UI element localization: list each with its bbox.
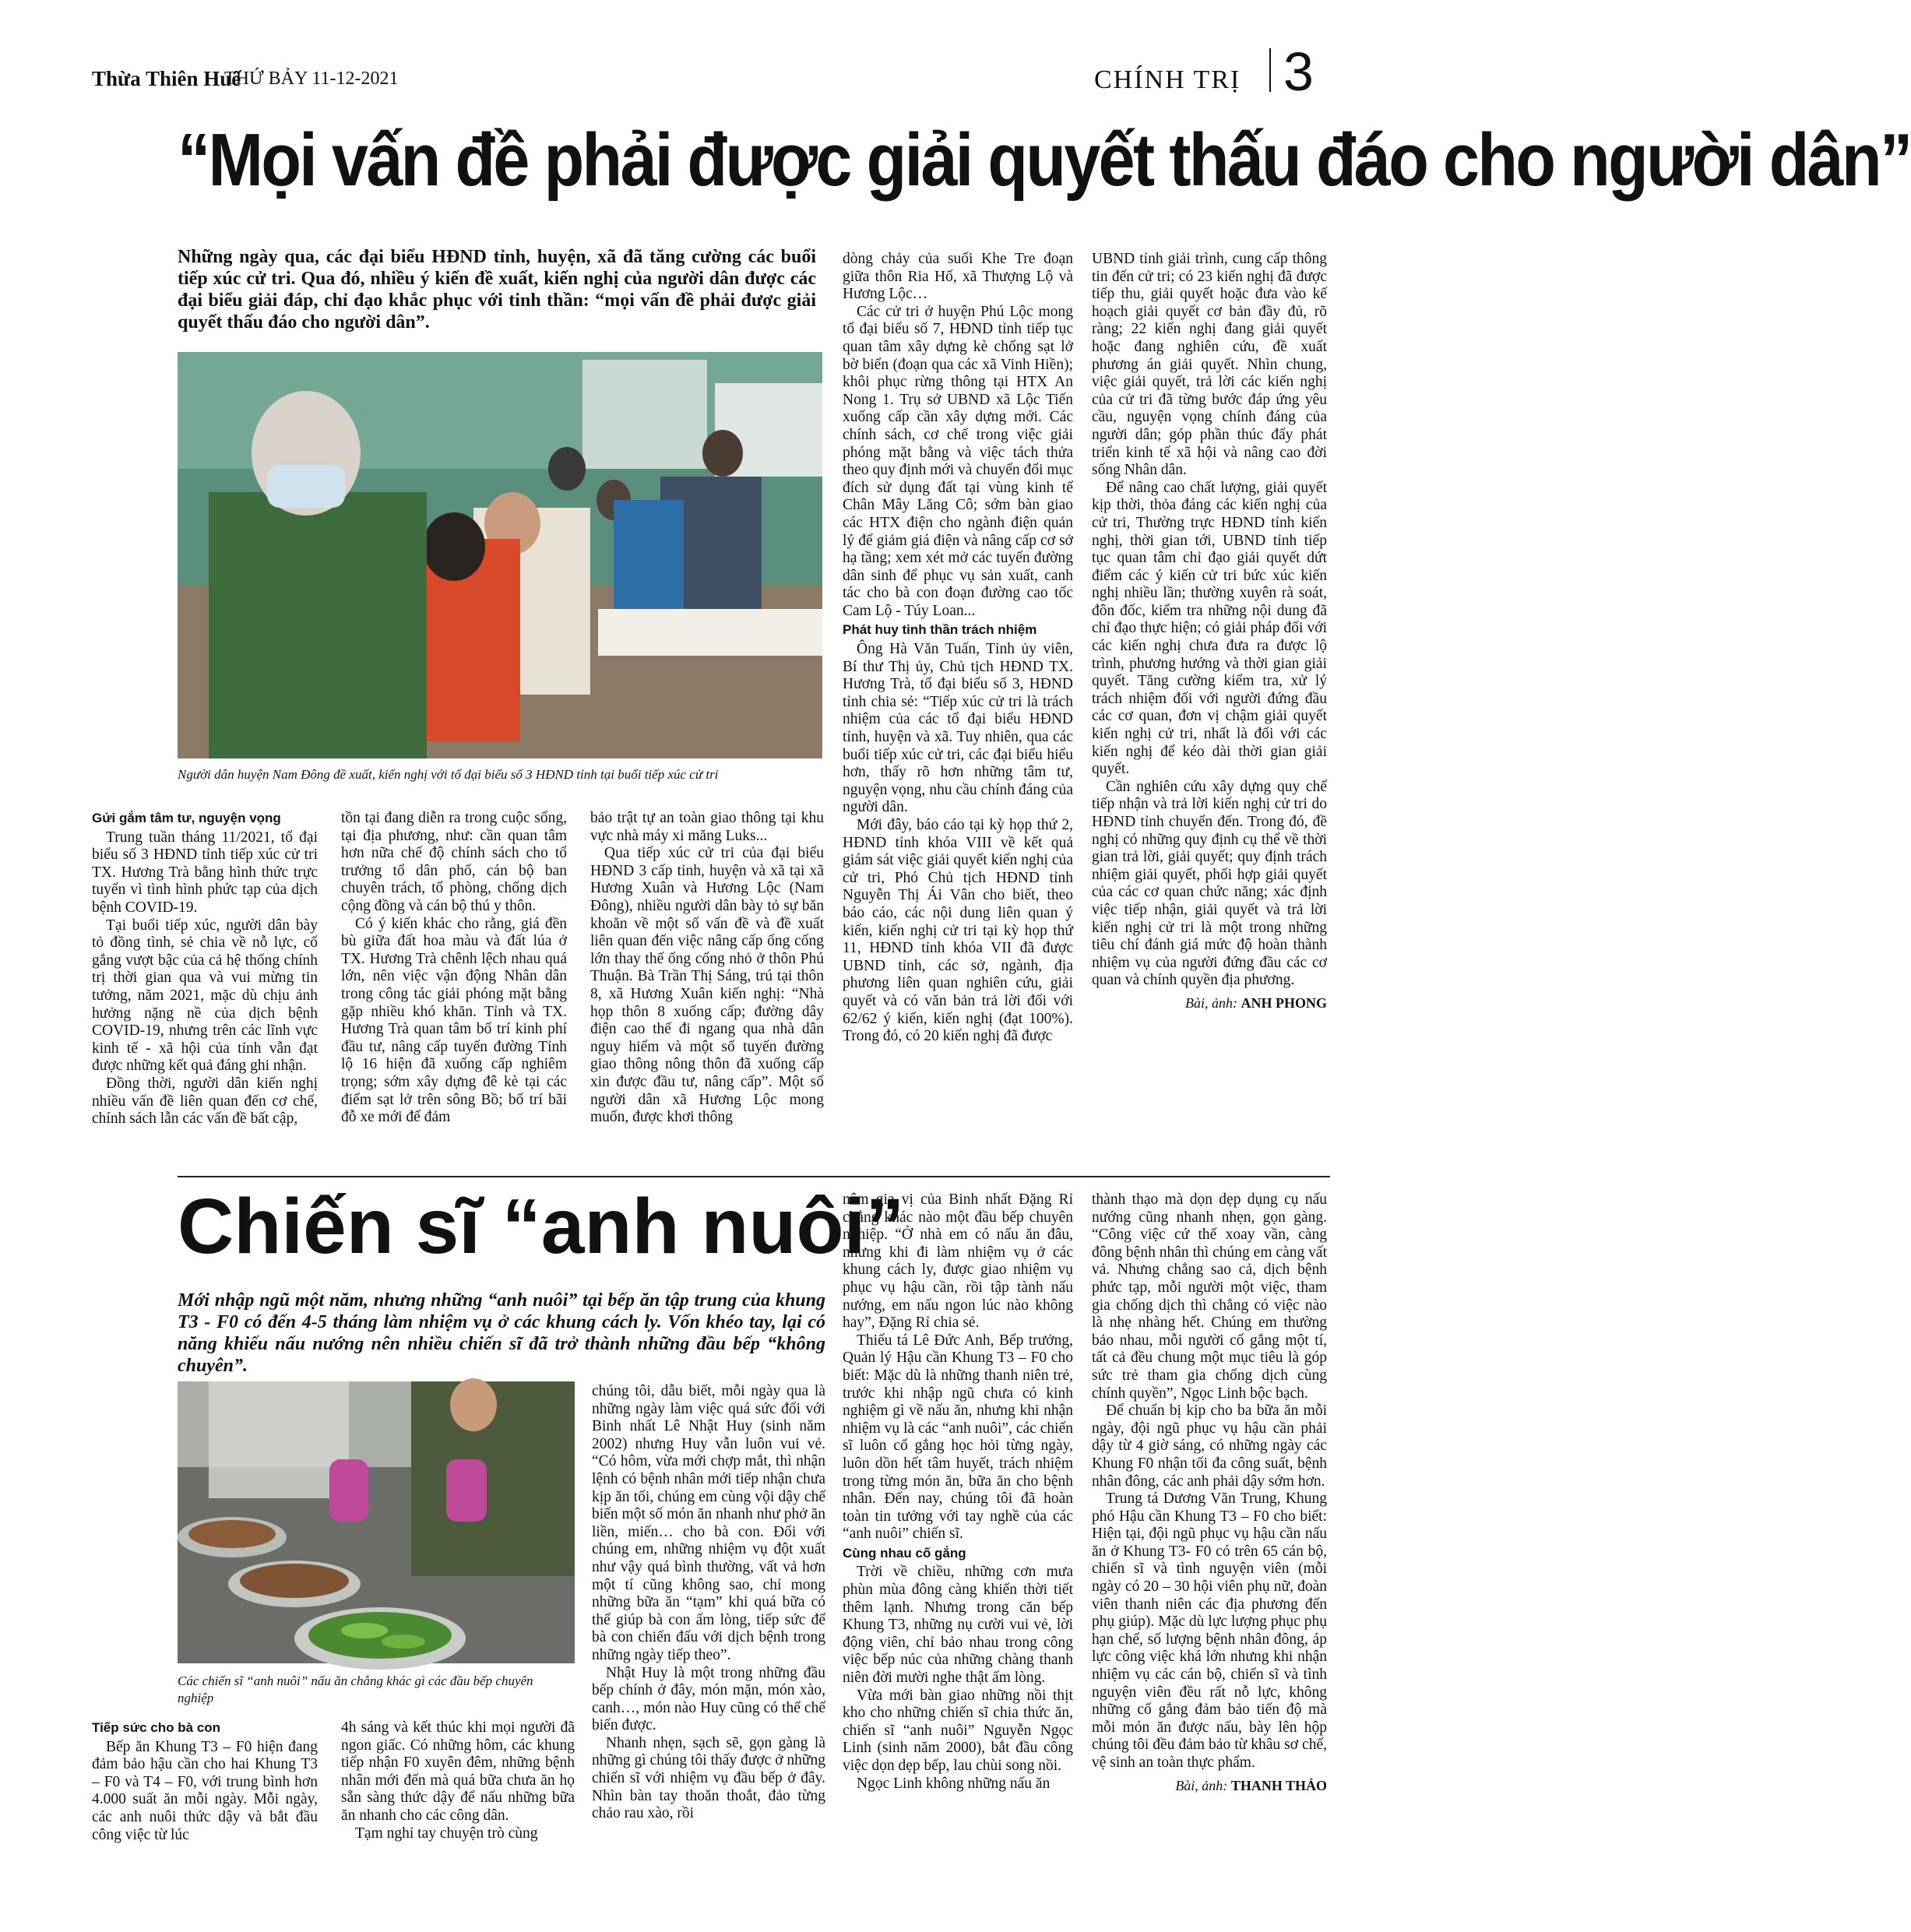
paragraph: bảo trật tự an toàn giao thông tại khu vực nhà máy xi măng Luks... xyxy=(590,810,824,844)
paragraph: Ngọc Linh không những nấu ăn xyxy=(857,1775,1051,1792)
paragraph: Mới đây, báo cáo tại kỳ họp thứ 2, HĐND tỉnh khóa VIII về kết quả giám sát việc giải quyết kiến nghị của cử tri, Phó Chủ tịch HĐND tỉnh Nguyễn Thị Ái Vân cho biết, theo báo cáo, các nội dung liên quan ý kiến, kiến nghị cử tri tại kỳ họp thứ 11, HĐND tỉnh khóa VII đã được UBND tỉnh, các sở, ngành, địa phương liên quan nghiên cứu, giải quyết và có văn bản trả lời đối với 62/62 ý kiến, kiến nghị (đạt 100%). Trong đó, có 20 kiến nghị đã được xyxy=(843,817,1073,1045)
paragraph: Trung tuần tháng 11/2021, tổ đại biểu số 3 HĐND tỉnh tiếp xúc cử tri TX. Hương Trà bằng hình thức trực tuyến vì tình hình phức tạp của dịch bệnh COVID-19. xyxy=(92,829,318,916)
article1-lead: Những ngày qua, các đại biểu HĐND tỉnh, huyện, xã đã tăng cường các buổi tiếp xúc cử tri. Qua đó, nhiều ý kiến đề xuất, kiến nghị của người dân được các đại biểu giải đáp, chỉ đạo khắc phục với tinh thần: “mọi vấn đề phải được giải quyết thấu đáo cho người dân”. xyxy=(178,247,816,333)
paragraph: Cần nghiên cứu xây dựng quy chế tiếp nhận và trả lời kiến nghị cử tri do HĐND tỉnh chuyển đến. Trong đó, đề nghị có những quy định cụ thể về thời gian trả lời, giải quyết; quy định trách nhiệm giải quyết, phối hợp giải quyết của các cơ quan chức năng; xác định việc tiếp nhận, giải quyết và trả lời kiến nghị cử tri là một trong những tiêu chí đánh giá mức độ hoàn thành nhiệm vụ của người đứng đầu các cơ quan và chính quyền địa phương. xyxy=(1092,778,1327,989)
byline-label: Bài, ảnh: xyxy=(1185,994,1237,1011)
article1-column-2 xyxy=(341,810,567,1127)
article-divider xyxy=(178,1176,1330,1177)
paragraph: Có ý kiến khác cho rằng, giá đền bù giữa đất hoa màu và đất lúa ở TX. Hương Trà chênh lệch nhau quá lớn, nên việc vận động Nhân dân trong công tác giải phóng mặt bằng gặp nhiều khó khăn. Tỉnh và TX. Hương Trà quan tâm bố trí kinh phí đầu tư, nâng cấp tuyến đường Tỉnh lộ 16 hiện đã xuống cấp nghiêm trọng; sớm xây dựng đê kè tại các điểm sạt lở trên sông Bồ; bố trí bãi đỗ xe mới để đảm xyxy=(341,915,567,1126)
article1-subhead-2: Phát huy tinh thần trách nhiệm xyxy=(843,622,1037,638)
article1-column-3 xyxy=(590,810,824,1127)
article2-column-2 xyxy=(341,1719,575,1842)
article2-column-4 xyxy=(843,1191,1073,1793)
article2-column-3 xyxy=(592,1383,825,1823)
byline-author: THANH THẢO xyxy=(1230,1777,1327,1793)
paragraph: UBND tỉnh giải trình, cung cấp thông tin đến cử tri; có 23 kiến nghị đã được tiếp thu, giải quyết hoặc đưa vào kế hoạch giải quyết cơ bản đầy đủ, rõ ràng; 22 kiến nghị đang giải quyết hoặc đang nghiên cứu, đề xuất phương án giải quyết. Nhìn chung, việc giải quyết, trả lời các kiến nghị của cử tri đã từng bước đáp ứng yêu cầu, nguyện vọng chính đáng của người dân; góp phần thúc đẩy phát triển kinh tế xã hội và nâng cao đời sống Nhân dân. xyxy=(1092,251,1327,479)
article1-column-4 xyxy=(843,251,1073,1046)
article1-photo xyxy=(178,352,822,758)
paragraph: Nhanh nhẹn, sạch sẽ, gọn gàng là những gì chúng tôi thấy được ở những chiến sĩ với nhiệm vụ đầu bếp ở đây. Nhìn bàn tay thoăn thoắt, đảo từng chảo rau xào, rồi xyxy=(592,1734,825,1822)
paragraph: Bếp ăn Khung T3 – F0 hiện đang đảm bảo hậu cần cho hai Khung T3 – F0 và T4 – F0, với trung bình hơn 4.000 suất ăn mỗi ngày. Mỗi ngày, các anh nuôi thức dậy và bắt đầu công việc từ lúc xyxy=(92,1738,318,1843)
paragraph: dòng chảy của suối Khe Tre đoạn giữa thôn Ria Hố, xã Thượng Lộ và Hương Lộc… xyxy=(843,251,1073,303)
voters-meeting-illustration xyxy=(178,352,822,758)
paragraph: Ông Hà Văn Tuấn, Tỉnh ủy viên, Bí thư Thị ủy, Chủ tịch HĐND TX. Hương Trà, tổ đại biểu số 3, HĐND tỉnh chia sẻ: “Tiếp xúc cử tri là trách nhiệm của các tổ đại biểu HĐND tỉnh, huyện và xã. Tuy nhiên, qua các buổi tiếp xúc cử tri, các đại biểu hiểu hơn, thấy rõ hơn những tâm tư, nguyện vọng, nhu cầu chính đáng của người dân. xyxy=(843,641,1073,816)
paragraph: Thiếu tá Lê Đức Anh, Bếp trưởng, Quản lý Hậu cần Khung T3 – F0 cho biết: Mặc dù là những thanh niên trẻ, trước khi nhập ngũ chưa có kinh nghiệm gì về nấu ăn, nhưng khi nhận nhiệm vụ là các “anh nuôi”, các chiến sĩ luôn cố gắng học hỏi từng ngày, luôn dồn hết tâm huyết, trách nhiệm trong từng món ăn, bữa ăn cho bệnh nhân. Đến nay, chúng tôi đã hoàn toàn tin tưởng với tay nghề của các “anh nuôi” chiến sĩ. xyxy=(843,1332,1073,1543)
paragraph: Nhật Huy là một trong những đầu bếp chính ở đây, món mặn, món xào, canh…, món nào Huy cũng có thể chế biến được. xyxy=(592,1664,825,1734)
paragraph: Vừa mới bàn giao những nồi thịt kho cho những chiến sĩ chia thức ăn, chiến sĩ “anh nuôi” Nguyễn Ngọc Linh (sinh năm 2000), bắt đầu công việc dọn dẹp bếp, lau chùi song nồi. xyxy=(843,1687,1073,1774)
article2-photo-caption: Các chiến sĩ “anh nuôi” nấu ăn chẳng khác gì các đầu bếp chuyên nghiệp xyxy=(178,1673,533,1705)
article1-byline xyxy=(1092,994,1327,1012)
paragraph: Các cử tri ở huyện Phú Lộc mong tổ đại biểu số 7, HĐND tỉnh tiếp tục quan tâm xây dựng kè chống sạt lở bờ biển (đoạn qua các xã Vinh Hiền); khôi phục rừng thông tại HTX An Nong 1. Trụ sở UBND xã Lộc Tiến xuống cấp cần xây dựng mới. Các chính sách, cơ chế trong việc giải phóng mặt bằng và việc tách thửa theo quy định mới và chuyển đổi mục đích sử dụng đất tại vùng kinh tế Chân Mây Lăng Cô; sớm bàn giao các HTX điện cho ngành điện quản lý để giảm giá điện và nâng cấp cơ sở hạ tầng; xem xét mở các tuyến đường dân sinh để phục vụ sản xuất, canh tác cho bà con đoạn đường cao tốc Cam Lộ - Túy Loan... xyxy=(843,303,1073,619)
article2-subhead-2: Cùng nhau cố gắng xyxy=(843,1545,966,1561)
paragraph: chúng tôi, dẫu biết, mỗi ngày qua là những ngày làm việc quá sức đối với Binh nhất Lê Nhật Huy (sinh năm 2002) nhưng Huy vẫn luôn vui vẻ. “Có hôm, vừa mới chợp mắt, thì nhận lệnh có bệnh nhân mới tiếp nhận chưa kịp ăn tối, chúng em cùng vội dậy chế biến một số món ăn nhanh như phở ăn liền, miến… cho bà con. Đối với chúng em, những nhiệm vụ đột xuất như vậy quá bình thường, vất vả hơn một tí cũng không sao, chỉ mong những bữa ăn “tạm” khi quá bữa có thể giúp bà con ấm lòng, tiếp sức để bà con chiến đấu với dịch bệnh trong những ngày tiếp theo”. xyxy=(592,1383,825,1663)
article2-lead: Mới nhập ngũ một năm, nhưng những “anh nuôi” tại bếp ăn tập trung của khung T3 - F0 có đến 4-5 tháng làm nhiệm vụ ở các khung cách ly. Vốn khéo tay, lại có năng khiếu nấu nướng nên nhiều chiến sĩ đã trở thành những đầu bếp “không chuyên”. xyxy=(178,1290,825,1376)
page-number: 3 xyxy=(1283,41,1314,102)
article1-headline: “Mọi vấn đề phải được giải quyết thấu đáo cho người dân” xyxy=(178,118,1911,202)
masthead-paper-name: Thừa Thiên Huế xyxy=(92,67,241,90)
paragraph: Trời về chiều, những cơn mưa phùn mùa đông càng khiến thời tiết thêm lạnh. Nhưng trong căn bếp Khung T3, những nụ cười vui vẻ, lời động viên, chỉ bảo nhau trong công việc bếp núc của những chàng thanh niên đời mười nghe thật ấm lòng. xyxy=(843,1564,1073,1687)
article2-subhead-1: Tiếp sức cho bà con xyxy=(92,1720,221,1735)
byline-label: Bài, ảnh: xyxy=(1175,1777,1228,1793)
paragraph: 4h sáng và kết thúc khi mọi người đã ngon giấc. Có những hôm, các khung tiếp nhận F0 xuyên đêm, những bệnh nhân mới đến mà quá bữa chưa ăn họ sẵn sàng thức dậy để nấu những bữa ăn nhanh cho các công dân. xyxy=(341,1719,575,1824)
article2-byline xyxy=(1092,1777,1327,1795)
article2-column-5 xyxy=(1092,1191,1327,1794)
masthead-date: THỨ BẢY 11-12-2021 xyxy=(224,69,399,89)
paragraph: Đồng thời, người dân kiến nghị nhiều vấn đề liên quan đến cơ chế, chính sách lẫn các vấn đề bất cập, xyxy=(92,1075,318,1128)
article1-photo-caption: Người dân huyện Nam Đông đề xuất, kiến nghị với tổ đại biểu số 3 HĐND tỉnh tại buổi tiếp xúc cử tri xyxy=(178,767,719,782)
article2-headline: Chiến sĩ “anh nuôi” xyxy=(178,1183,905,1270)
masthead-separator xyxy=(1269,48,1271,92)
article1-column-5 xyxy=(1092,251,1327,1012)
article1-subhead-1: Gửi gắm tâm tư, nguyện vọng xyxy=(92,811,281,825)
paragraph: tồn tại đang diễn ra trong cuộc sống, tại địa phương, như: cần quan tâm hơn nữa chế độ chính sách cho tổ trưởng tổ dân phố, cán bộ ban chuyên trách, tổ phòng, chống dịch cộng đồng và cán bộ thú y thôn. xyxy=(341,810,567,914)
article1-column-1 xyxy=(92,810,318,1128)
paragraph: Qua tiếp xúc cử tri của đại biểu HĐND 3 cấp tỉnh, huyện và xã tại xã Hương Xuân và Hương Lộc (Nam Đông), nhiều người dân bày tỏ sự băn khoăn về một số vấn đề và đề xuất liên quan đến việc nâng cấp ống cống lớn thay thế ống cống nhỏ ở thôn Phú Thuận. Bà Trần Thị Sáng, trú tại thôn 8, xã Hương Xuân kiến nghị: “Nhà họp thôn 8 xuống cấp; đường dây điện cao thế đi ngang qua nhà dân nguy hiểm và một số tuyến đường giao thông nông thôn đã xuống cấp xin được đầu tư, nâng cấp”. Một số người dân xã Hương Lộc mong muốn, được khơi thông xyxy=(590,845,824,1126)
paragraph: nêm gia vị của Binh nhất Đặng Rỉ chẳng khác nào một đầu bếp chuyên nghiệp. “Ở nhà em có nấu ăn đâu, nhưng khi đi làm nhiệm vụ ở các khung cách ly, được giao nhiệm vụ phục vụ hậu cần, rồi tập tành nấu nướng, em nấu ngon lúc nào không hay”, Đặng Rỉ chia sẻ. xyxy=(843,1191,1073,1332)
paragraph: Tại buổi tiếp xúc, người dân bày tỏ đồng tình, sẻ chia về nỗ lực, cố gắng vượt bậc của cả hệ thống chính trị thời gian qua và vui mừng tin tưởng, năm 2021, mặc dù chịu ảnh hưởng nặng nề của dịch bệnh COVID-19, nhưng trên các lĩnh vực kinh tế - xã hội của tỉnh vẫn đạt được những kết quả đáng ghi nhận. xyxy=(92,917,318,1075)
masthead-section: CHÍNH TRỊ xyxy=(1094,65,1241,94)
paragraph: Trung tá Dương Văn Trung, Khung phó Hậu cần Khung T3 – F0 cho biết: Hiện tại, đội ngũ phục vụ hậu cần nấu ăn ở Khung T3- F0 có trên 65 cán bộ, chiến sĩ và tình nguyện viên (mỗi ngày có 20 – 30 hội viên phụ nữ, đoàn viên thanh niên các địa phương đến phụ giúp). Mặc dù lực lượng phục phụ hạn chế, số lượng bệnh nhân đông, áp lực công việc khá lớn nhưng khi nhận nhiệm vụ các cán bộ, chiến sĩ và tình nguyện viên đều rất nỗ lực, không những cố gắng đảm bảo tiến độ mà mỗi món ăn được nấu, bày lên hộp chúng tôi đều đảm bảo từ khâu sơ chế, vệ sinh an toàn thực phẩm. xyxy=(1092,1490,1327,1771)
byline-author: ANH PHONG xyxy=(1241,994,1327,1011)
paragraph: Để chuẩn bị kịp cho ba bữa ăn mỗi ngày, đội ngũ phục vụ hậu cần phải dậy từ 4 giờ sáng, có những ngày các Khung F0 nhận tối đa công suất, bệnh nhân đông, các anh phải dậy sớm hơn. xyxy=(1092,1402,1327,1490)
article2-column-1 xyxy=(92,1719,318,1844)
article2-photo xyxy=(178,1381,575,1663)
paragraph: Tạm nghỉ tay chuyện trò cùng xyxy=(355,1825,538,1842)
paragraph: Để nâng cao chất lượng, giải quyết kịp thời, thỏa đáng các kiến nghị của cử tri, Thường trực HĐND tỉnh kiến nghị, thời gian tới, UBND tỉnh tiếp tục quan tâm chỉ đạo giải quyết dứt điểm các ý kiến cử tri bức xúc kiến nghị nhiều lần; thường xuyên rà soát, đôn đốc, kiểm tra những nội dung đã chỉ đạo thực hiện; có giải pháp đối với các kiến nghị chưa đưa ra được lộ trình, phương hướng và thời gian giải quyết. Tăng cường kiểm tra, xử lý trách nhiệm đối với người đứng đầu các cơ quan, đơn vị chậm giải quyết kiến nghị cử tri, nhất là đối với các kiến nghị để kéo dài thời gian giải quyết. xyxy=(1092,479,1327,778)
kitchen-cooking-illustration xyxy=(178,1381,575,1663)
paragraph: thành thạo mà dọn dẹp dụng cụ nấu nướng cũng nhanh nhẹn, gọn gàng. “Công việc cứ thế xoay vần, càng đông bệnh nhân thì chúng em càng vất vả. Nhưng chẳng sao cả, dịch bệnh phức tạp, mỗi người một việc, tham gia chống dịch thì chẳng có việc nào là nhẹ nhàng hết. Chúng em thường bảo nhau, mỗi người cố gắng một tí, tất cả đều chung một mục tiêu là góp sức trẻ tham gia chống dịch cùng chính quyền”, Ngọc Linh bộc bạch. xyxy=(1092,1191,1327,1402)
